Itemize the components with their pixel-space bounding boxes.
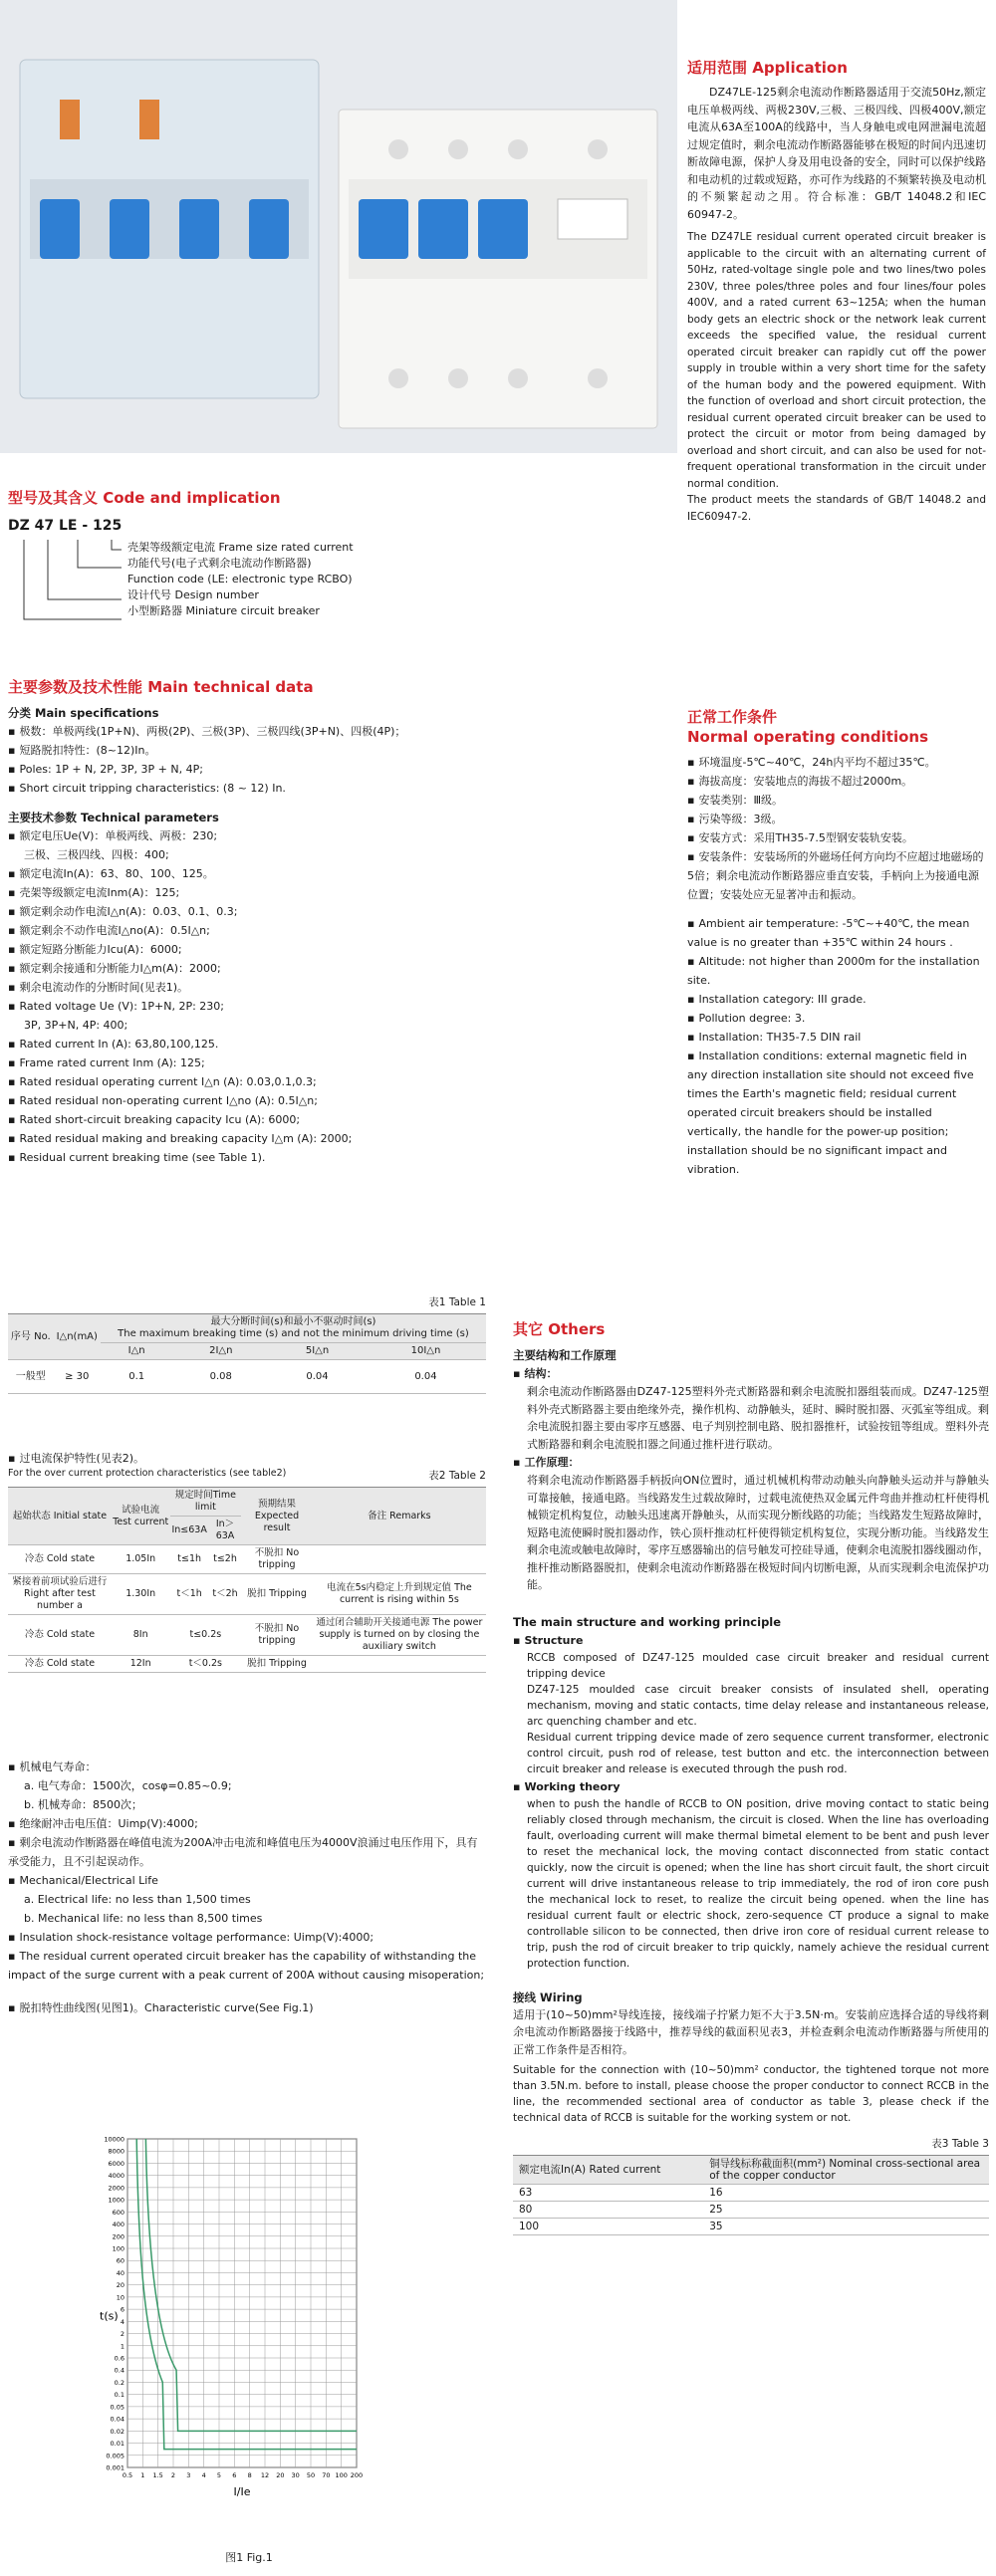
y-tick-label: 4000 — [108, 2172, 124, 2181]
list-item: ▪ 额定剩余不动作电流I△no(A)：0.5I△n; — [8, 921, 496, 940]
y-tick-label: 0.05 — [110, 2403, 124, 2412]
list-item: ▪ Mechanical/Electrical Life — [8, 1871, 486, 1890]
list-item: ▪ Frame rated current Inm (A): 125; — [8, 1054, 496, 1072]
t2-head: 规定时间Time limit — [170, 1488, 242, 1517]
normal-title-cn: 正常工作条件 — [687, 708, 778, 726]
table2-intro-row — [8, 1468, 486, 1483]
y-tick-label: 20 — [116, 2281, 124, 2290]
x-tick-label: 200 — [350, 2471, 364, 2479]
y-tick-label: 0.01 — [110, 2440, 124, 2449]
table-row — [8, 1656, 486, 1673]
t1-col: 10I△n — [366, 1343, 486, 1360]
t2-cell: 冷态 Cold state — [8, 1656, 112, 1673]
y-tick-label: 1000 — [108, 2196, 124, 2205]
t1-cell: 0.1 — [101, 1360, 172, 1394]
life-list — [8, 1757, 486, 1985]
wiring-title: 接线 Wiring — [513, 1990, 583, 2004]
list-item: ▪ Short circuit tripping characteristics: (8 ~ 12) In. — [8, 779, 496, 798]
y-axis-label: t(s) — [100, 2309, 119, 2323]
y-tick-label: 0.4 — [114, 2366, 124, 2375]
en-struct: RCCB composed of DZ47-125 moulded case circuit breaker and residual current tripping device DZ47-125 moulded case circuit breaker consists of insulated shell, operating mechanism, moving and static contacts, time delay release and instantaneous release, arc quenching chamber and etc. Residual current tripping device made of zero sequence current transformer, electronic control circuit, push rod of release, test button and etc. the interconnection between circuit breaker and release is executed through the push rod. — [527, 1651, 989, 1775]
code-title: 型号及其含义 Code and implication — [8, 489, 281, 507]
x-tick-label: 4 — [201, 2471, 206, 2479]
y-tick-label: 0.1 — [114, 2391, 124, 2400]
curve-title: ▪ 脱扣特性曲线图(见图1)。Characteristic curve(See Fig.1) — [8, 1998, 486, 2017]
t1-h-no: 序号 No. — [8, 1314, 54, 1360]
list-item: a. 电气寿命：1500次，cosφ=0.85~0.9; — [24, 1779, 232, 1792]
t2-cell: 1.05In — [112, 1545, 170, 1574]
t1-col: 5I△n — [269, 1343, 366, 1360]
t1-col: 2I△n — [172, 1343, 269, 1360]
table1-section — [8, 1294, 486, 1394]
normal-list — [687, 753, 986, 904]
t3-cell: 16 — [703, 2185, 989, 2202]
x-tick-label: 70 — [322, 2471, 331, 2479]
y-tick-label: 10 — [116, 2293, 124, 2302]
t1-cell: 一般型 — [8, 1360, 54, 1394]
list-item: ▪ 极数：单极两线(1P+N)、两极(2P)、三极(3P)、三极四线(3P+N)、四极(4P)； — [8, 722, 496, 741]
t2-sub: In＞63A — [209, 1517, 241, 1545]
code-section — [8, 488, 486, 617]
list-item: ▪ The residual current operated circuit breaker has the capability of withstanding the impact of the surge current with a peak current of 200A without causing misoperation; — [8, 1947, 486, 1985]
list-item: ▪ 额定剩余动作电流I△n(A)：0.03、0.1、0.3; — [8, 902, 496, 921]
t2-cell — [313, 1656, 486, 1673]
table2-intro-en: For the over current protection characteristics (see table2) — [8, 1468, 287, 1479]
list-item: ▪ Installation category: III grade. — [687, 990, 986, 1009]
wiring-cn: 适用于(10~50)mm²导线连接，接线端子拧紧力矩不大于3.5N·m。安装前应选择合适的导线将剩余电流动作断路器接于线路中，推荐导线的截面积见表3，并检查剩余电流动作断路器与所使用的正常工作条件是否相符。 — [513, 2007, 989, 2056]
plot-area — [127, 2139, 357, 2467]
list-item: ▪ 安装方式：采用TH35-7.5型钢安装轨安装。 — [687, 828, 986, 847]
x-tick-label: 5 — [216, 2471, 222, 2479]
y-tick-label: 40 — [116, 2268, 124, 2277]
code-line-func-en: Function code (LE: electronic type RCBO) — [127, 573, 353, 585]
list-item: ▪ Rated residual making and breaking capacity I△m (A): 2000; — [8, 1129, 496, 1148]
t2-head: 试验电流 Test current — [112, 1488, 170, 1545]
table-row — [8, 1615, 486, 1656]
t3-head: 额定电流In(A) Rated current — [513, 2156, 703, 2185]
y-tick-label: 0.001 — [106, 2463, 124, 2472]
table2-section — [8, 1449, 486, 1673]
application-title: 适用范围 Application — [687, 59, 848, 77]
model-code: DZ 47 LE - 125 — [8, 518, 123, 534]
t3-cell: 25 — [703, 2202, 989, 2219]
list-item: ▪ Residual current breaking time (see Table 1). — [8, 1148, 496, 1167]
table1 — [8, 1313, 486, 1394]
y-tick-label: 1 — [120, 2342, 124, 2351]
t1-col: I△n — [101, 1343, 172, 1360]
t1-cell: 0.08 — [172, 1360, 269, 1394]
list-item: a. Electrical life: no less than 1,500 times — [24, 1893, 251, 1906]
param-list — [8, 826, 496, 1167]
table-row — [8, 1360, 486, 1394]
normal-section — [687, 707, 986, 1179]
t2-cell: 12In — [112, 1656, 170, 1673]
y-tick-label: 0.02 — [110, 2427, 124, 2436]
t2-cell: t＜2h — [209, 1574, 241, 1615]
y-tick-label: 0.2 — [114, 2378, 124, 2387]
t2-cell: t＜0.2s — [170, 1656, 242, 1673]
y-tick-label: 100 — [112, 2244, 124, 2253]
list-item: ▪ Installation conditions: external magnetic field in any direction installation site should not exceed five times the Earth's magnetic field; residual current operated circuit breakers should be installed vertically, the handle for the power-up position; installation should be no significant impact and vibration. — [687, 1047, 986, 1179]
table-row — [8, 1574, 486, 1615]
work-h: ▪ 工作原理： — [513, 1453, 989, 1472]
list-item: ▪ 额定剩余接通和分断能力I△m(A)：2000; — [8, 959, 496, 978]
others-title: 其它 Others — [513, 1320, 606, 1338]
x-tick-label: 30 — [291, 2471, 300, 2479]
t1-cell: ≥ 30 — [54, 1360, 101, 1394]
x-tick-label: 20 — [276, 2471, 285, 2479]
t2-head: 备注 Remarks — [313, 1488, 486, 1545]
product-photo — [0, 0, 677, 453]
spec-title: 分类 Main specifications — [8, 706, 159, 720]
t2-head: 预期结果 Expected result — [241, 1488, 313, 1545]
application-cn: DZ47LE-125剩余电流动作断路器适用于交流50Hz,额定电压单极两线、两极230V,三极、三极四线、四极400V,额定电流从63A至100A的线路中，当人身触电或电网泄漏电流超过规定值时，剩余电流动作断路器能够在极短的时间内迅速切断故障电源，保护人身及用电设备的安全，同时可以保护线路和电动机的过载或短路，亦可作为线路的不频繁转换及电动机的不频繁起动之用。符合标准：GB/T 14048.2和IEC 60947-2。 — [687, 86, 986, 221]
t1-h-idn: I△n(mA) — [54, 1314, 101, 1360]
list-item: ▪ 污染等级：3级。 — [687, 810, 986, 828]
application-std: The product meets the standards of GB/T 14048.2 and IEC60947-2. — [687, 494, 986, 523]
t2-cell: 不脱扣 No tripping — [241, 1545, 313, 1574]
t2-head: 起始状态 Initial state — [8, 1488, 112, 1545]
table2-intro: ▪ 过电流保护特性(见表2)。 — [8, 1449, 486, 1468]
code-line-design: 设计代号 Design number — [127, 588, 259, 601]
table-row — [513, 2219, 989, 2235]
t3-cell: 100 — [513, 2219, 703, 2235]
struct-title: 主要结构和工作原理 — [513, 1348, 617, 1362]
application-section — [687, 58, 986, 525]
code-lines — [12, 540, 131, 629]
list-item: ▪ Rated residual operating current I△n (A): 0.03,0.1,0.3; — [8, 1072, 496, 1091]
list-item: ▪ Rated voltage Ue (V): 1P+N, 2P: 230; — [8, 997, 496, 1016]
code-line-mcb: 小型断路器 Miniature circuit breaker — [127, 604, 320, 617]
t1-cell: 0.04 — [269, 1360, 366, 1394]
x-tick-label: 3 — [186, 2471, 191, 2479]
t2-cell — [313, 1545, 486, 1574]
breaker-illustration — [0, 0, 677, 453]
list-item: ▪ Insulation shock-resistance voltage performance: Uimp(V):4000; — [8, 1928, 486, 1947]
list-item: ▪ 海拔高度：安装地点的海拔不超过2000m。 — [687, 772, 986, 791]
code-line-func-cn: 功能代号(电子式剩余电流动作断路器) — [127, 557, 312, 570]
en-struct-h: ▪ Structure — [513, 1631, 989, 1650]
list-item: ▪ 机械电气寿命： — [8, 1757, 486, 1776]
table-row — [513, 2185, 989, 2202]
t2-cell: 不脱扣 No tripping — [241, 1615, 313, 1656]
list-item: b. 机械寿命：8500次； — [24, 1798, 142, 1811]
t2-cell: t＜1h — [170, 1574, 209, 1615]
table-row — [8, 1545, 486, 1574]
table2 — [8, 1487, 486, 1673]
list-item: b. Mechanical life: no less than 8,500 times — [24, 1912, 263, 1925]
list-item: ▪ 安装类别：Ⅲ级。 — [687, 791, 986, 810]
t2-cell: t≤2h — [209, 1545, 241, 1574]
x-tick-label: 0.5 — [122, 2471, 133, 2479]
list-item: ▪ Installation: TH35-7.5 DIN rail — [687, 1028, 986, 1047]
y-tick-label: 200 — [112, 2232, 124, 2241]
list-item: ▪ Ambient air temperature: -5℃~+40℃, the mean value is no greater than +35℃ within 24 hours . — [687, 914, 986, 952]
list-item: ▪ 剩余电流动作断路器在峰值电流为200A冲击电流和峰值电压为4000V浪涌过电压作用下，具有承受能力，且不引起误动作。 — [8, 1833, 486, 1871]
t2-cell: 紧接着前项试验后进行 Right after test number a — [8, 1574, 112, 1615]
t2-sub: In≤63A — [170, 1517, 209, 1545]
y-tick-label: 6 — [120, 2305, 124, 2314]
table2-title: 表2 Table 2 — [428, 1470, 486, 1482]
en-work: when to push the handle of RCCB to ON position, drive moving contact to static being reliably closed through mechanism, the circuit is closed. When the line has overloading fault, overloading current will make thermal bimetal element to be bent and push lever to reset the mechanical lock, the moving contact disconnected from static contact quickly, now the circuit is opened; when the line has short circuit fault, the short circuit current will drive instantaneous release to trip immediately, the rod of iron core push the mechanical lock to reset, to realize the circuit being opened. when the line has residual current fault or electric shock, zero-sequence CT produce a signal to make controllable silicon to be connected, then drive iron core of residual current release to trip, push the rod of circuit breaker to trip quickly, namely achieve the residual current protection function. — [527, 1797, 989, 1970]
list-item: ▪ 额定短路分断能力Icu(A)：6000; — [8, 940, 496, 959]
struct-cn: 剩余电流动作断路器由DZ47-125塑料外壳式断路器和剩余电流脱扣器组装而成。DZ47-125塑料外壳式断路器主要由绝缘外壳，操作机构、动静触头，延时、瞬时脱扣器、灭弧室等组成。剩余电流脱扣器主要由零序互感器、电子判别控制电路、脱扣器推杆，试验按钮等组成。塑料外壳式断路器和剩余电流脱扣器之间通过推杆进行联动。 — [527, 1385, 989, 1451]
spec-list — [8, 722, 496, 798]
list-item: ▪ 额定电压Ue(V)：单极两线、两极：230; — [8, 826, 496, 845]
list-item: 三极、三极四线、四极：400; — [24, 848, 169, 861]
trip-curve-chart — [90, 2131, 388, 2539]
x-tick-label: 2 — [170, 2471, 176, 2479]
x-tick-label: 6 — [232, 2471, 237, 2479]
table1-title: 表1 Table 1 — [428, 1296, 486, 1308]
list-item: 3P, 3P+N, 4P: 400; — [24, 1019, 128, 1032]
t2-cell: 电流在5s内稳定上升到规定值 The current is rising within 5s — [313, 1574, 486, 1615]
code-line-frame: 壳架等级额定电流 Frame size rated current — [127, 541, 354, 554]
x-tick-label: 50 — [306, 2471, 316, 2479]
table3-title: 表3 Table 3 — [931, 2138, 989, 2150]
y-tick-label: 60 — [116, 2256, 124, 2265]
list-item: ▪ 短路脱扣特性：(8~12)In。 — [8, 741, 496, 760]
normal-list-en — [687, 914, 986, 1179]
work-cn: 将剩余电流动作断路器手柄扳向ON位置时，通过机械机构带动动触头向静触头运动并与静触头可靠接触，接通电路。当线路发生过载故障时，过载电流使热双金属元件弯曲并推动杠杆使得机械锁定机构复位，动触头迅速离开静触头，从而实现分断线路的功能；当线路发生短路故障时，短路电流使瞬时脱扣器动作，铁心顶杆推动杠杆使得锁定机构复位，实现分断功能。当线路发生剩余电流或触电故障时，零序互感器输出的信号触发可控硅导通，使剩余电流脱扣器线圈动作，推杆推动断路器脱扣，使剩余电流动作断路器在极短时间内切断电源，从而实现剩余电流保护功能。 — [527, 1474, 989, 1591]
list-item: ▪ Poles: 1P + N, 2P, 3P, 3P + N, 4P; — [8, 760, 496, 779]
t2-cell: 1.30In — [112, 1574, 170, 1615]
code-lines-text — [127, 540, 354, 619]
param-title: 主要技术参数 Technical parameters — [8, 811, 219, 824]
y-tick-label: 8000 — [108, 2147, 124, 2156]
t2-cell: 脱扣 Tripping — [241, 1656, 313, 1673]
tech-section — [8, 677, 496, 1167]
en-work-h: ▪ Working theory — [513, 1777, 989, 1796]
wiring-en: Suitable for the connection with (10~50)mm² conductor, the tightened torque not more than 3.5N.m. before to install, please choose the proper conductor to connect RCCB in the line, the recommended sectional area of conductor as table 3, please check if the technical data of RCCB is suitable for the working system or not. — [513, 2064, 989, 2124]
y-tick-label: 400 — [112, 2221, 124, 2229]
t2-cell: 冷态 Cold state — [8, 1545, 112, 1574]
struct-h: ▪ 结构： — [513, 1364, 989, 1383]
en-title: The main structure and working principle — [513, 1614, 782, 1629]
t3-cell: 35 — [703, 2219, 989, 2235]
t1-h-max — [101, 1314, 486, 1343]
y-tick-label: 4 — [120, 2317, 124, 2326]
table-row — [513, 2202, 989, 2219]
list-item: ▪ Rated residual non-operating current I△no (A): 0.5I△n; — [8, 1091, 496, 1110]
t1-h-max-cn: 最大分断时间(s)和最小不驱动时间(s) — [210, 1316, 376, 1327]
y-tick-label: 2000 — [108, 2184, 124, 2193]
x-tick-label: 8 — [247, 2471, 252, 2479]
tech-title: 主要参数及技术性能 Main technical data — [8, 678, 314, 696]
t2-cell: 8In — [112, 1615, 170, 1656]
list-item: ▪ 绝缘耐冲击电压值：Uimp(V):4000; — [8, 1814, 486, 1833]
y-tick-label: 0.6 — [114, 2354, 124, 2363]
list-item: ▪ Rated current In (A): 63,80,100,125. — [8, 1035, 496, 1054]
life-section — [8, 1757, 486, 2017]
list-item: ▪ 剩余电流动作的分断时间(见表1)。 — [8, 978, 496, 997]
t1-cell: 0.04 — [366, 1360, 486, 1394]
y-tick-label: 0.005 — [106, 2452, 124, 2460]
application-en: The DZ47LE residual current operated circuit breaker is applicable to the circuit with an alternating current of 50Hz, rated-voltage single pole and two lines/two poles 230V, three poles/three poles and four lines/four poles 400V, and a rated current 63~125A; when the human body gets an electric shock or the network leak current exceeds the specified value, the residual current operated circuit breaker can rapidly cut off the power supply in trouble within a very short time for the safety of the human body and the powered equipment. With the function of overload and short circuit protection, the residual current operated circuit breaker can be used to protect the circuit or motor from being damaged by overload and short circuit, and can also be used for not-frequent operational transformation in the circuit under normal condition. — [687, 231, 986, 490]
t2-cell: 通过闭合辅助开关接通电源 The power supply is turned on by closing the auxiliary switch — [313, 1615, 486, 1656]
t2-cell: 脱扣 Tripping — [241, 1574, 313, 1615]
t2-cell: t≤1h — [170, 1545, 209, 1574]
list-item: ▪ Altitude: not higher than 2000m for the installation site. — [687, 952, 986, 990]
figure-caption: 图1 Fig.1 — [225, 2551, 273, 2564]
y-tick-label: 6000 — [108, 2159, 124, 2168]
x-tick-label: 100 — [335, 2471, 348, 2479]
table3 — [513, 2155, 989, 2235]
t2-cell: t≤0.2s — [170, 1615, 242, 1656]
list-item: ▪ Pollution degree: 3. — [687, 1009, 986, 1028]
y-tick-label: 0.04 — [110, 2415, 124, 2424]
list-item: ▪ 额定电流In(A)：63、80、100、125。 — [8, 864, 496, 883]
x-tick-label: 12 — [260, 2471, 270, 2479]
x-axis-label: I/Ie — [233, 2485, 251, 2498]
normal-title-en: Normal operating conditions — [687, 728, 929, 746]
t3-head: 铜导线标称截面积(mm²) Nominal cross-sectional area of the copper conductor — [703, 2156, 989, 2185]
t1-h-max-en: The maximum breaking time (s) and not the minimum driving time (s) — [118, 1328, 469, 1339]
y-tick-label: 10000 — [104, 2135, 124, 2144]
x-tick-label: 1.5 — [152, 2471, 163, 2479]
y-tick-label: 2 — [120, 2330, 124, 2339]
others-section — [513, 1319, 989, 2235]
list-item: ▪ 环境温度-5℃~40℃，24h内平均不超过35℃。 — [687, 753, 986, 772]
list-item: ▪ 壳架等级额定电流Inm(A)：125; — [8, 883, 496, 902]
t3-cell: 80 — [513, 2202, 703, 2219]
list-item: ▪ Rated short-circuit breaking capacity Icu (A): 6000; — [8, 1110, 496, 1129]
figure1 — [90, 2131, 388, 2569]
t3-cell: 63 — [513, 2185, 703, 2202]
list-item: ▪ 安装条件：安装场所的外磁场任何方向均不应超过地磁场的5倍；剩余电流动作断路器应垂直安装，手柄向上为接通电源位置；安装处应无显著冲击和振动。 — [687, 847, 986, 904]
x-tick-label: 1 — [140, 2471, 145, 2479]
y-tick-label: 600 — [112, 2208, 124, 2217]
t2-cell: 冷态 Cold state — [8, 1615, 112, 1656]
